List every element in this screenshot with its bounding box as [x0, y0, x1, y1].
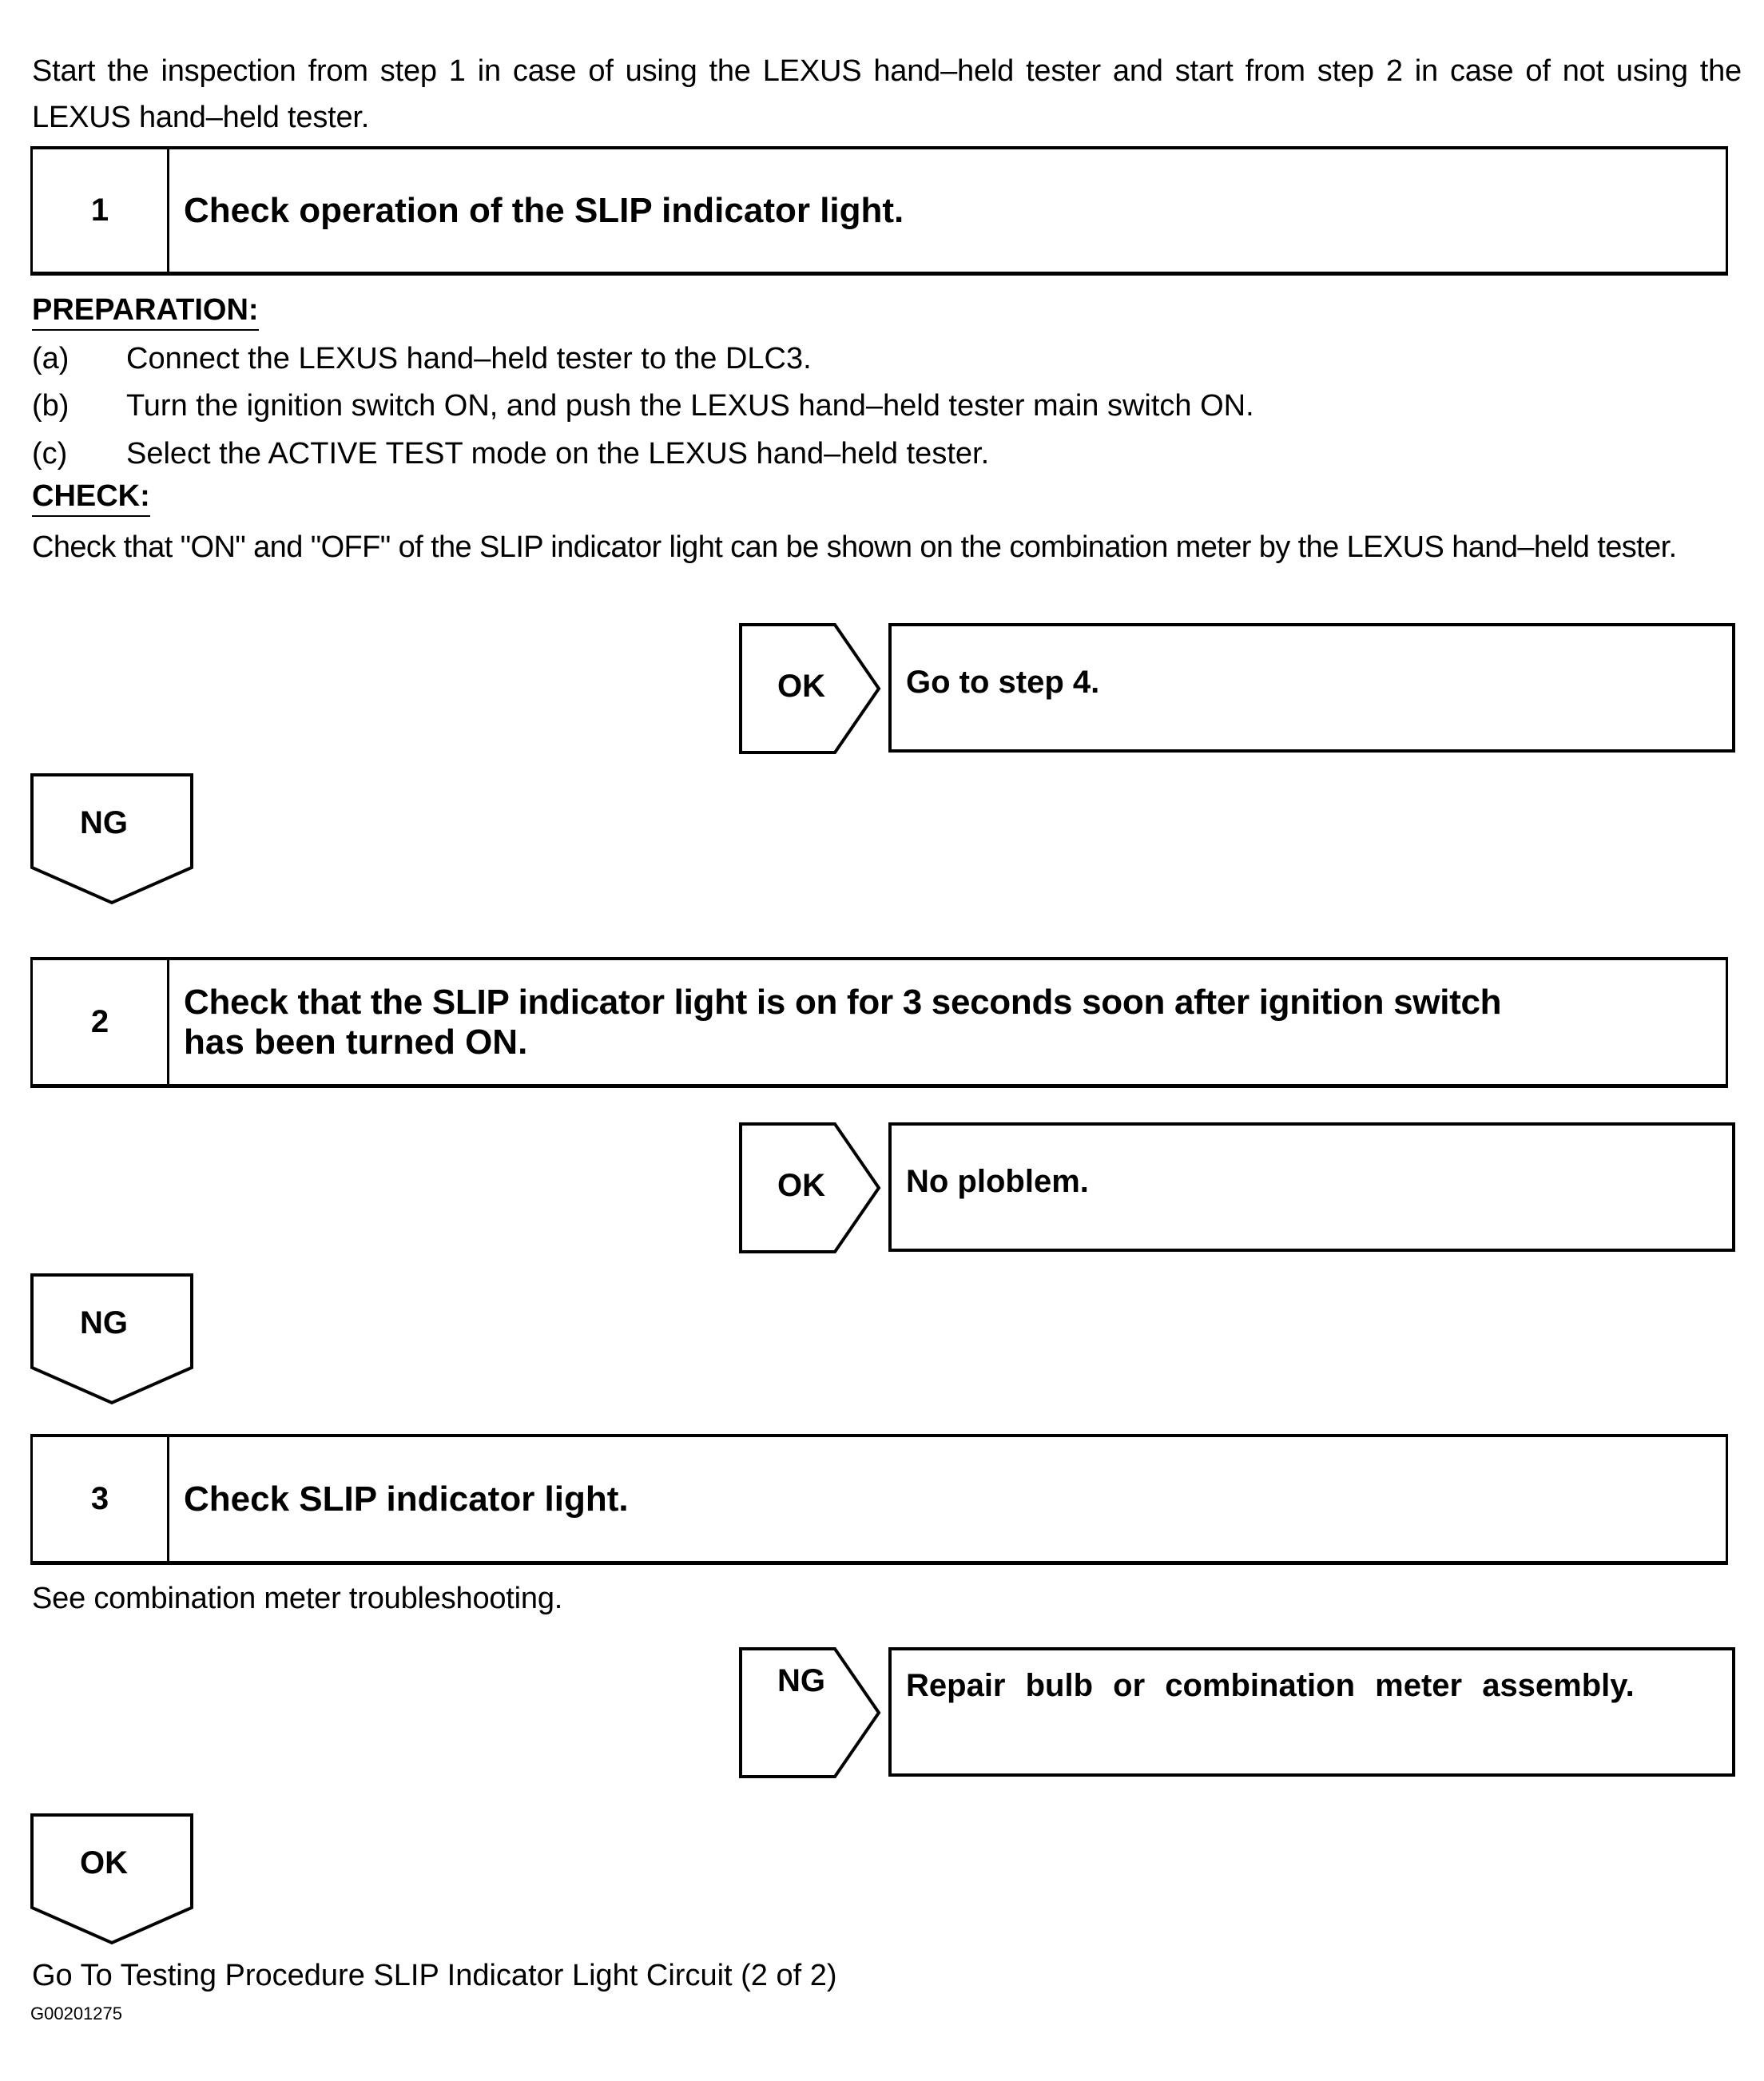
ng-branch-arrow: [30, 1273, 193, 1406]
check-text: Check that "ON" and "OFF" of the SLIP indicator light can be shown on the combination meter by the LEXUS hand–held tester.: [32, 530, 1677, 564]
item-marker: (a): [32, 342, 70, 375]
step-number: 2: [33, 960, 169, 1084]
branch-label: OK: [777, 1168, 825, 1203]
intro-text: Start the inspection from step 1 in case of using the LEXUS hand–held tester and start from step 2 in case of not using the LEXUS hand–held tester.: [32, 54, 1742, 134]
preparation-heading: [32, 292, 259, 331]
branch-label: NG: [80, 1305, 128, 1340]
ng-branch-arrow: [30, 773, 193, 906]
result-text: Repair bulb or combination meter assembly.: [906, 1668, 1635, 1703]
step-3-header: [30, 1434, 1728, 1565]
step-title: Check operation of the SLIP indicator light.: [184, 190, 904, 230]
branch-label: OK: [777, 669, 825, 704]
preparation-label: PREPARATION:: [32, 292, 259, 331]
result-box: [888, 1122, 1735, 1252]
step-2-header: [30, 957, 1728, 1088]
step-title-line-2: has been turned ON.: [184, 1022, 528, 1062]
result-box: [888, 623, 1735, 753]
check-heading: [32, 479, 150, 517]
step-number: 3: [33, 1437, 169, 1561]
item-marker: (c): [32, 437, 68, 471]
result-text: Go to step 4.: [906, 665, 1100, 700]
step-title: Check SLIP indicator light.: [184, 1479, 629, 1519]
item-text: Turn the ignition switch ON, and push the LEXUS hand–held tester main switch ON.: [126, 389, 1254, 423]
step-3-note: See combination meter troubleshooting.: [32, 1582, 563, 1615]
figure-reference-code: G00201275: [30, 2004, 122, 2023]
ok-branch-arrow: [739, 623, 883, 754]
ok-branch-arrow: [739, 1122, 883, 1253]
step-title-line-1: Check that the SLIP indicator light is on for 3 seconds soon after ignition switch: [184, 982, 1502, 1022]
item-marker: (b): [32, 389, 70, 423]
ng-branch-arrow: [739, 1647, 883, 1778]
preparation-item-c: [32, 431, 989, 477]
step-title: [169, 960, 1726, 1084]
preparation-item-b: [32, 383, 1254, 429]
next-procedure-link[interactable]: Go To Testing Procedure SLIP Indicator Light Circuit (2 of 2): [32, 1959, 837, 1992]
preparation-item-a: [32, 336, 812, 382]
item-text: Select the ACTIVE TEST mode on the LEXUS hand–held tester.: [126, 437, 990, 471]
step-1-header: [30, 146, 1728, 276]
step-number: 1: [33, 149, 169, 272]
branch-label: NG: [777, 1663, 825, 1698]
branch-label: OK: [80, 1845, 128, 1880]
result-box: [888, 1647, 1735, 1777]
ok-branch-arrow: [30, 1813, 193, 1946]
result-text: No ploblem.: [906, 1164, 1089, 1199]
check-label: CHECK:: [32, 479, 150, 517]
item-text: Connect the LEXUS hand–held tester to the DLC3.: [126, 342, 812, 375]
branch-label: NG: [80, 805, 128, 840]
